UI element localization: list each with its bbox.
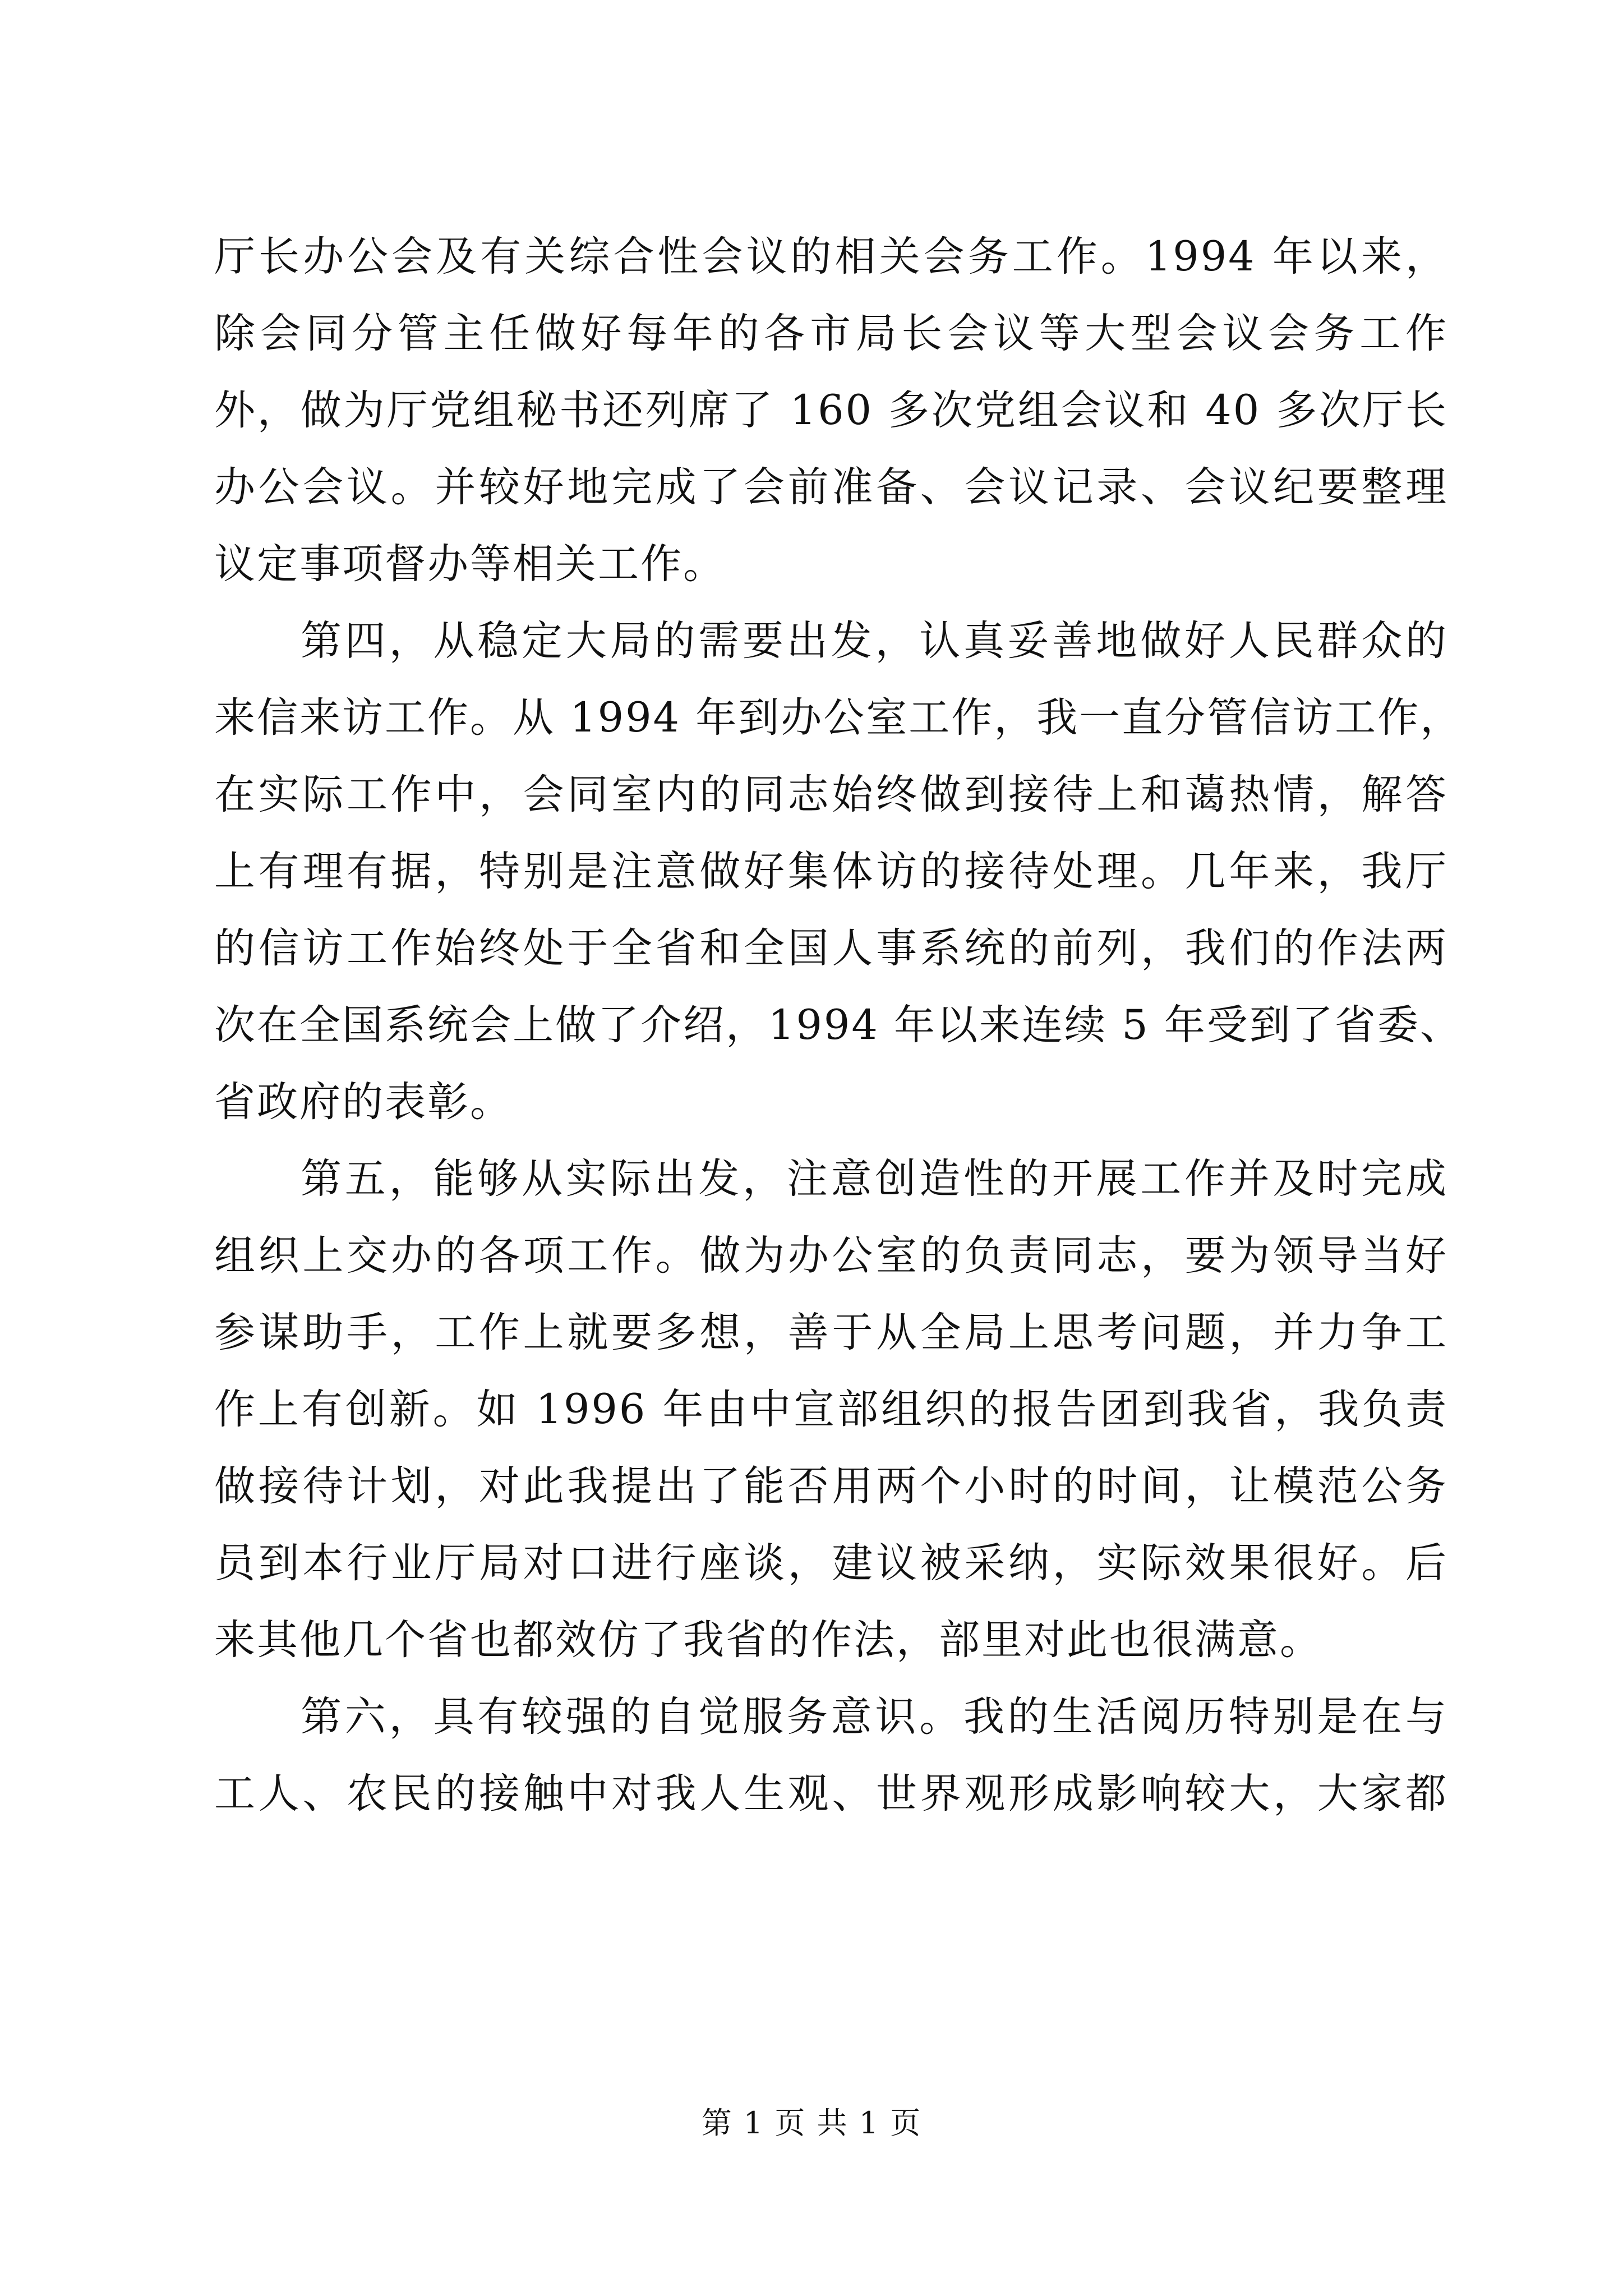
text-line: 厅长办公会及有关综合性会议的相关会务工作。1994 年以来， — [214, 233, 1448, 280]
text-line: 的信访工作始终处于全省和全国人事系统的前列，我们的作法两 — [214, 924, 1448, 972]
paragraph-first-line: 第五，能够从实际出发，注意创造性的开展工作并及时完成 — [301, 1155, 1448, 1203]
paragraph-first-line: 第六，具有较强的自觉服务意识。我的生活阅历特别是在与 — [301, 1693, 1448, 1741]
text-line: 做接待计划，对此我提出了能否用两个小时的时间，让模范公务 — [214, 1462, 1448, 1510]
page-footer: 第 1 页 共 1 页 — [701, 2105, 922, 2141]
text-line: 次在全国系统会上做了介绍，1994 年以来连续 5 年受到了省委、 — [214, 1001, 1463, 1049]
text-line: 员到本行业厅局对口进行座谈，建议被采纳，实际效果很好。后 — [214, 1539, 1448, 1587]
text-line: 上有理有据，特别是注意做好集体访的接待处理。几年来，我厅 — [214, 848, 1448, 895]
text-line: 省政府的表彰。 — [214, 1078, 513, 1126]
text-line: 除会同分管主任做好每年的各市局长会议等大型会议会务工作 — [214, 310, 1448, 357]
text-line: 来信来访工作。从 1994 年到办公室工作，我一直分管信访工作， — [214, 694, 1463, 742]
text-line: 议定事项督办等相关工作。 — [214, 540, 726, 588]
text-line: 在实际工作中，会同室内的同志始终做到接待上和蔼热情，解答 — [214, 771, 1448, 818]
text-line: 办公会议。并较好地完成了会前准备、会议记录、会议纪要整理 — [214, 463, 1448, 511]
text-line: 工人、农民的接触中对我人生观、世界观形成影响较大，大家都 — [214, 1770, 1448, 1818]
text-line: 作上有创新。如 1996 年由中宣部组织的报告团到我省，我负责 — [214, 1386, 1448, 1433]
text-line: 组织上交办的各项工作。做为办公室的负责同志，要为领导当好 — [214, 1232, 1448, 1280]
paragraph-first-line: 第四，从稳定大局的需要出发，认真妥善地做好人民群众的 — [301, 617, 1448, 665]
text-line: 来其他几个省也都效仿了我省的作法，部里对此也很满意。 — [214, 1616, 1322, 1664]
text-line: 外，做为厅党组秘书还列席了 160 多次党组会议和 40 多次厅长 — [214, 386, 1448, 434]
text-line: 参谋助手，工作上就要多想，善于从全局上思考问题，并力争工 — [214, 1309, 1448, 1356]
